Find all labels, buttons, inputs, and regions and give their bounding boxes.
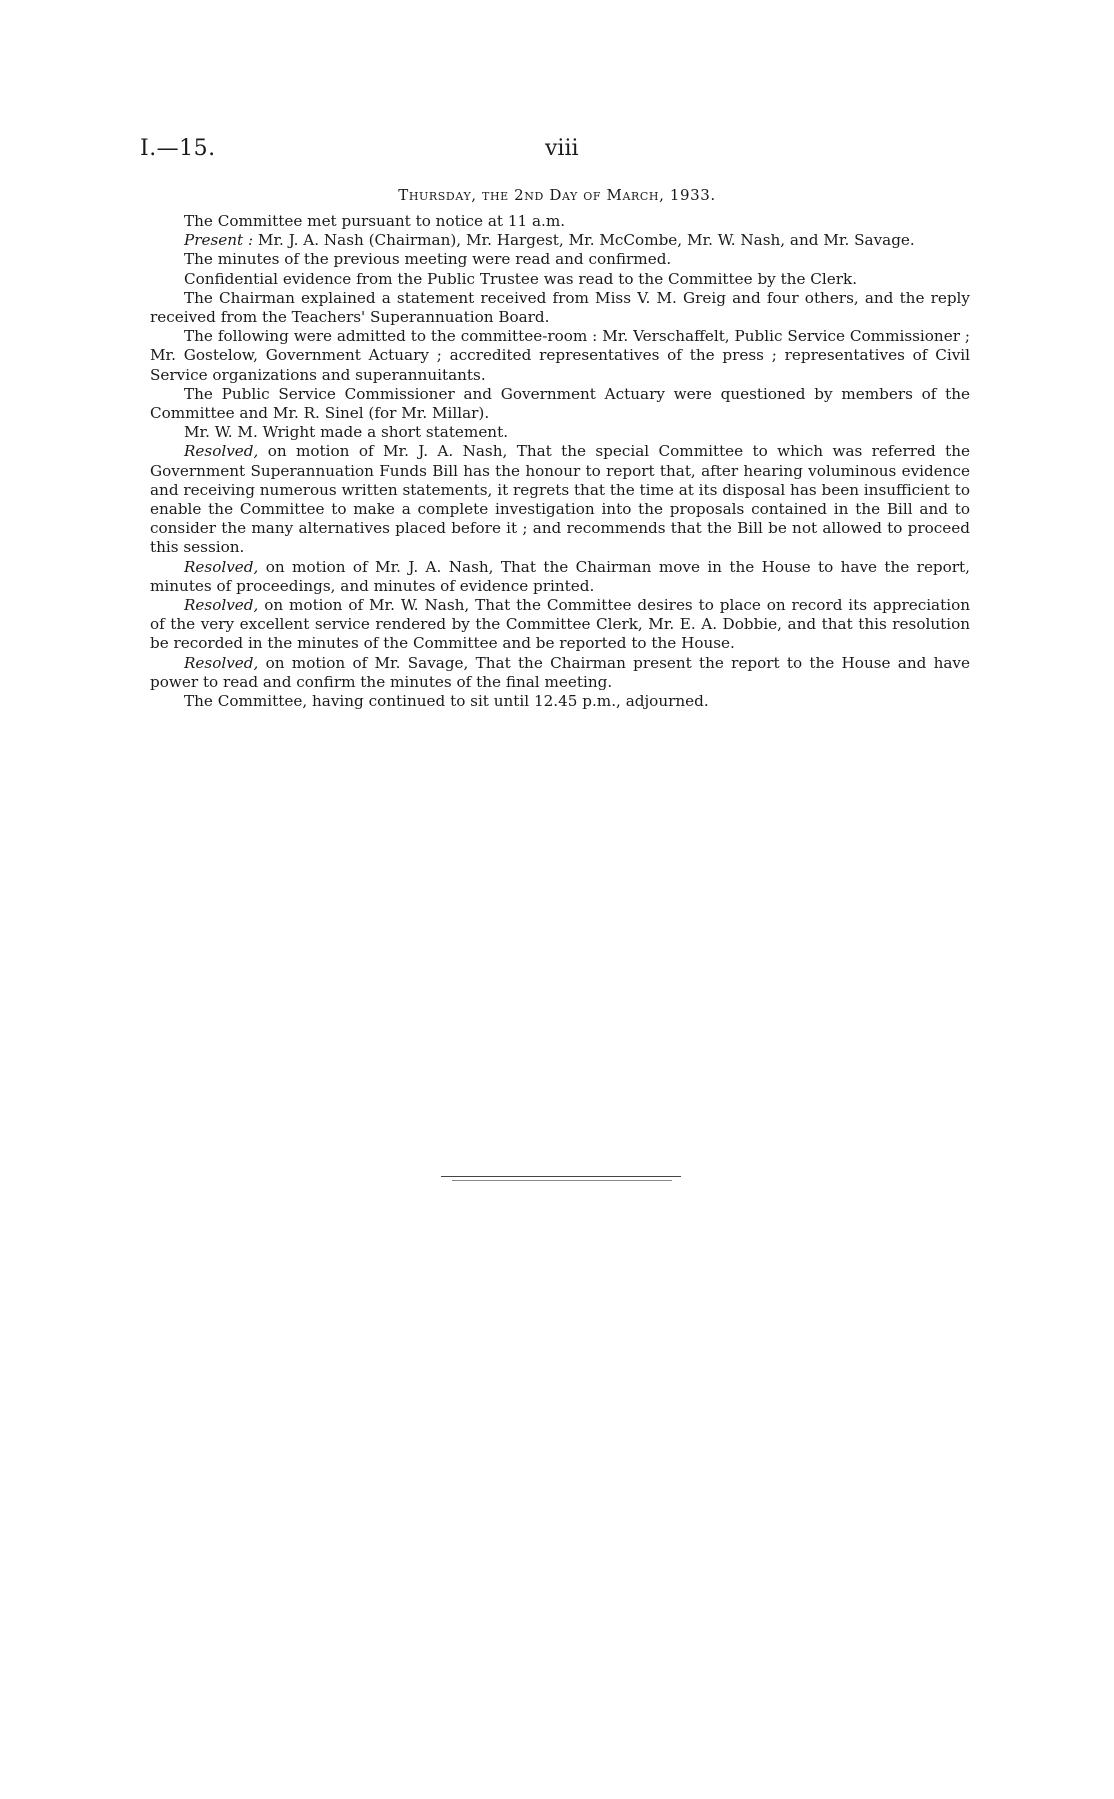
minutes-paragraph [150,558,970,596]
minutes-paragraph [150,442,970,557]
paragraph-text: The Committee, having continued to sit until 12.45 p.m., adjourned. [184,692,709,711]
paragraph-lead: Resolved, [184,653,259,672]
minutes-paragraph [150,231,970,250]
paragraph-text: The minutes of the previous meeting were read and confirmed. [184,250,672,269]
minutes-paragraph [150,250,970,269]
end-rule-secondary [452,1180,672,1181]
paragraph-text: Mr. J. A. Nash (Chairman), Mr. Hargest, Mr. McCombe, Mr. W. Nash, and Mr. Savage. [253,231,915,250]
minutes-paragraph [150,654,970,692]
minutes-paragraph [150,423,970,442]
paragraph-text: on motion of Mr. Savage, That the Chairman present the report to the House and have power to read and confirm the minutes of the final meeting. [150,653,970,691]
minutes-paragraph [150,327,970,385]
paragraph-text: Confidential evidence from the Public Trustee was read to the Committee by the Clerk. [184,269,858,288]
minutes-paragraph [150,596,970,654]
paragraph-text: on motion of Mr. W. Nash, That the Committee desires to place on record its appreciation of the very excellent service rendered by the Committee Clerk, Mr. E. A. Dobbie, and that this resolution be recorded in the minutes of the Committee and be reported to the House. [150,596,970,653]
paragraph-lead: Present : [184,231,254,250]
paragraph-lead: Resolved, [184,557,259,576]
page-header [140,136,980,166]
minutes-paragraph [150,212,970,231]
minutes-paragraph [150,289,970,327]
paragraph-lead: Resolved, [184,596,259,615]
paragraph-text: The following were admitted to the committee-room : Mr. Verschaffelt, Public Service Commissioner ; Mr. Gostelow, Government Actuary ; accredited representatives of the press ; representatives of Civil Service organizations and superannuitants. [150,327,970,384]
minutes-paragraph [150,270,970,289]
paragraph-text: on motion of Mr. J. A. Nash, That the Chairman move in the House to have the report, minutes of proceedings, and minutes of evidence printed. [150,557,970,595]
paragraph-text: The Committee met pursuant to notice at 11 a.m. [184,212,566,230]
minutes-paragraph [150,385,970,423]
minutes-body [150,212,970,711]
paragraph-text: on motion of Mr. J. A. Nash, That the special Committee to which was referred the Government Superannuation Funds Bill has the honour to report that, after hearing voluminous evidence and receiving numerous written statements, it regrets that the time at its disposal has been insufficient to enable the Committee to make a complete investigation into the proposals contained in the Bill and to consider the many alternatives placed before it ; and recommends that the Bill be not allowed to proceed this session. [150,442,970,557]
paragraph-text: The Chairman explained a statement received from Miss V. M. Greig and four others, and the reply received from the Teachers' Superannuation Board. [150,288,970,327]
meeting-date-heading: Thursday, the 2nd Day of March, 1933. [398,186,716,204]
end-rule [441,1176,681,1177]
paragraph-lead: Resolved, [184,442,259,461]
page-number: viii [545,136,579,161]
parliamentary-paper-reference: I.—15. [140,136,216,161]
paragraph-text: The Public Service Commissioner and Government Actuary were questioned by members of the Committee and Mr. R. Sinel (for Mr. Millar). [150,384,970,423]
minutes-paragraph [150,692,970,711]
paragraph-text: Mr. W. M. Wright made a short statement. [184,423,509,442]
